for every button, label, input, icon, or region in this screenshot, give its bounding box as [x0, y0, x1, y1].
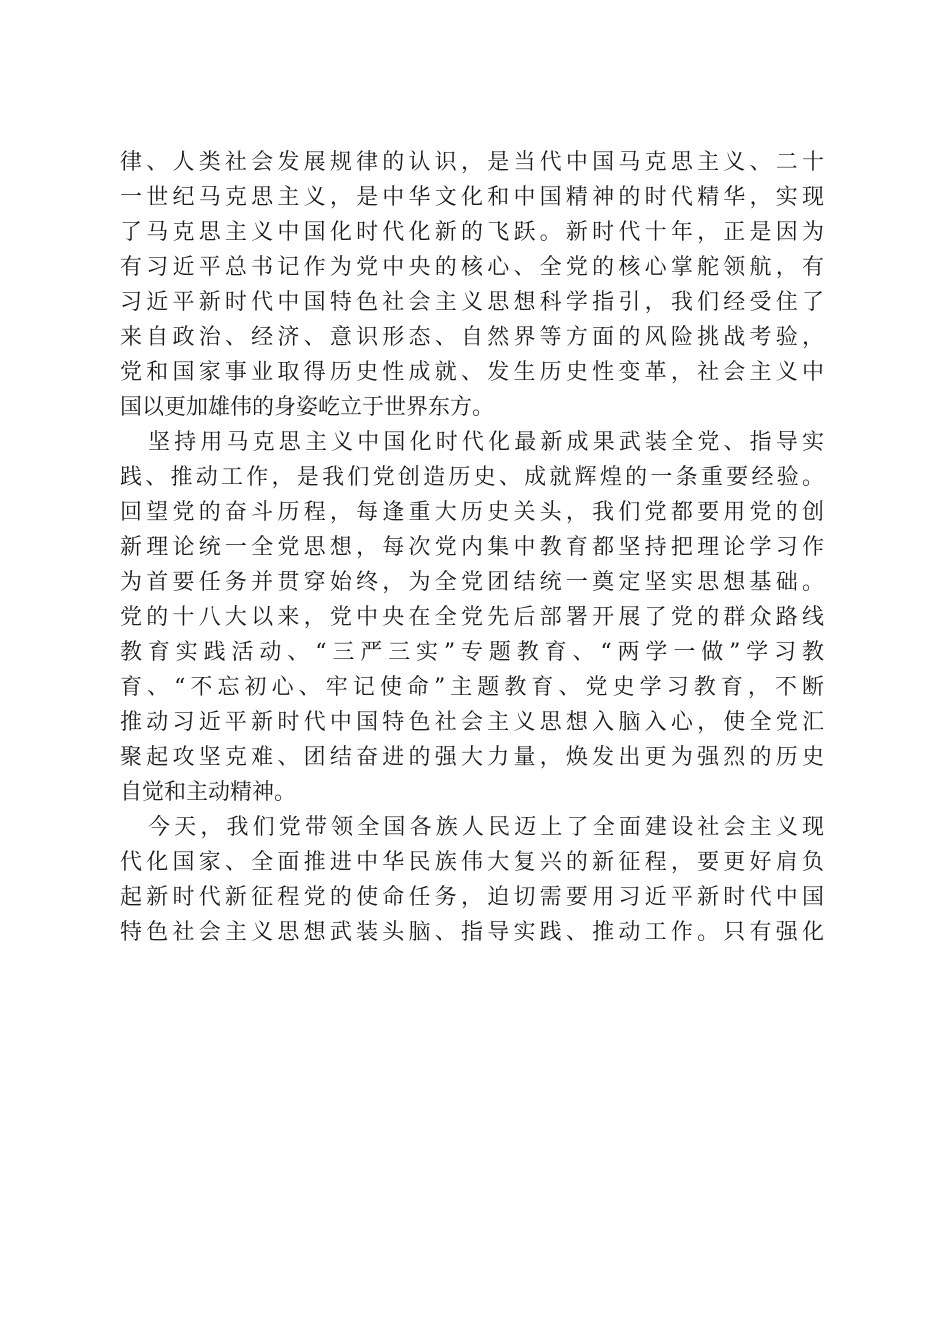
text-line: 代化国家、全面推进中华民族伟大复兴的新征程，要更好肩负: [120, 850, 824, 875]
text-line: 践、推动工作，是我们党创造历史、成就辉煌的一条重要经验。: [120, 465, 824, 490]
text-line: 回望党的奋斗历程，每逢重大历史关头，我们党都要用党的创: [120, 500, 824, 525]
text-line: 今天，我们党带领全国各族人民迈上了全面建设社会主义现: [148, 815, 824, 840]
text-line: 聚起攻坚克难、团结奋进的强大力量，焕发出更为强烈的历史: [120, 745, 824, 770]
paragraph-2: [120, 425, 824, 810]
text-line: 起新时代新征程党的使命任务，迫切需要用习近平新时代中国: [120, 885, 824, 910]
text-line: 教育实践活动、“三严三实”专题教育、“两学一做”学习教: [120, 640, 824, 665]
text-line: 律、人类社会发展规律的认识，是当代中国马克思主义、二十: [120, 150, 824, 175]
paragraph-3: [120, 810, 824, 950]
document-body: [120, 145, 824, 950]
text-line: 推动习近平新时代中国特色社会主义思想入脑入心，使全党汇: [120, 710, 824, 735]
text-line: 了马克思主义中国化时代化新的飞跃。新时代十年，正是因为: [120, 220, 824, 245]
text-line: 习近平新时代中国特色社会主义思想科学指引，我们经受住了: [120, 290, 824, 315]
text-line: 党的十八大以来，党中央在全党先后部署开展了党的群众路线: [120, 605, 824, 630]
text-line: 国以更加雄伟的身姿屹立于世界东方。: [120, 395, 495, 420]
text-line: 特色社会主义思想武装头脑、指导实践、推动工作。只有强化: [120, 920, 824, 945]
text-line: 为首要任务并贯穿始终，为全党团结统一奠定坚实思想基础。: [120, 570, 824, 595]
text-line: 一世纪马克思主义，是中华文化和中国精神的时代精华，实现: [120, 185, 824, 210]
text-line: 育、“不忘初心、牢记使命”主题教育、党史学习教育，不断: [120, 675, 824, 700]
text-line: 坚持用马克思主义中国化时代化最新成果武装全党、指导实: [148, 430, 824, 455]
text-line: 有习近平总书记作为党中央的核心、全党的核心掌舵领航，有: [120, 255, 824, 280]
text-line: 自觉和主动精神。: [120, 780, 297, 805]
text-line: 新理论统一全党思想，每次党内集中教育都坚持把理论学习作: [120, 535, 824, 560]
text-line: 来自政治、经济、意识形态、自然界等方面的风险挑战考验，: [120, 325, 824, 350]
paragraph-1: [120, 145, 824, 425]
text-line: 党和国家事业取得历史性成就、发生历史性变革，社会主义中: [120, 360, 824, 385]
